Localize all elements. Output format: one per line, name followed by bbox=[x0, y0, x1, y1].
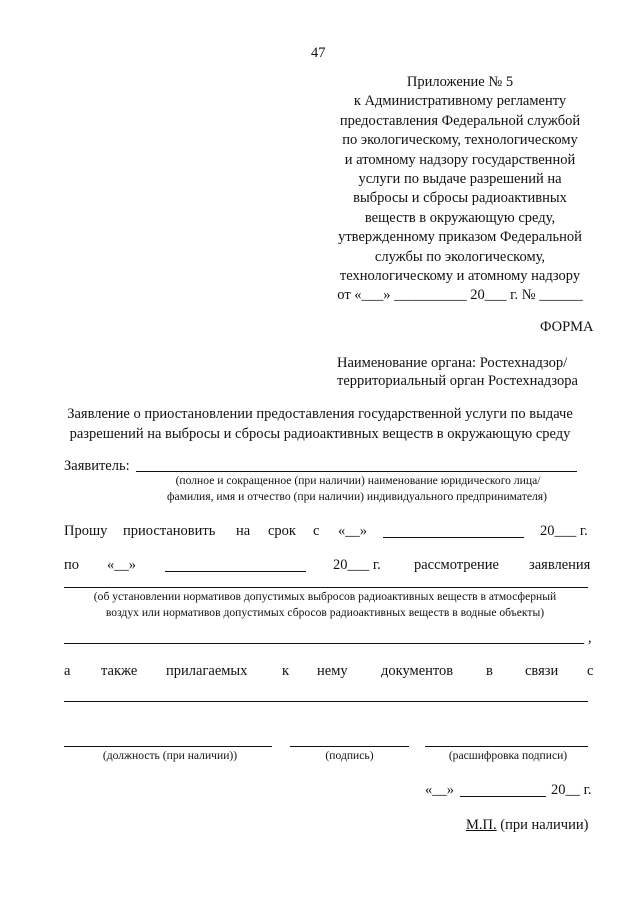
appendix-line: к Административному регламенту bbox=[353, 93, 567, 110]
docs-word: документов bbox=[381, 663, 454, 679]
request-word: приостановить bbox=[123, 523, 216, 539]
appendix-line: службы по экологическому, bbox=[374, 248, 546, 265]
appendix-line: по экологическому, технологическому bbox=[342, 132, 578, 149]
start-year: 20___ г. bbox=[540, 523, 588, 539]
start-day: «__» bbox=[338, 523, 367, 539]
appendix-header bbox=[320, 73, 600, 306]
appendix-line: предоставления Федеральной службой bbox=[339, 112, 581, 129]
blank-line bbox=[64, 643, 584, 644]
regulation-field-line bbox=[64, 587, 588, 588]
appendix-line: выбросы и сбросы радиоактивных bbox=[353, 190, 567, 207]
title-line: разрешений на выбросы и сбросы радиоактивных веществ в окружающую среду bbox=[69, 426, 571, 442]
docs-word: к bbox=[282, 663, 290, 679]
authority-line: Наименование органа: Ростехнадзор/ bbox=[337, 355, 568, 371]
stamp-note bbox=[466, 816, 588, 834]
signature-caption: (подпись) bbox=[325, 749, 374, 762]
stamp-optional: (при наличии) bbox=[496, 817, 589, 833]
sign-month-line bbox=[460, 796, 546, 797]
applicant-hint: фамилия, имя и отчество (при наличии) индивидуального предпринимателя) bbox=[167, 490, 547, 503]
position-field-line bbox=[64, 746, 272, 747]
end-day: «__» bbox=[107, 557, 136, 573]
request-word: на bbox=[236, 523, 251, 539]
end-year: 20___ г. bbox=[333, 557, 381, 573]
appendix-line: Приложение № 5 bbox=[406, 74, 514, 90]
form-label: ФОРМА bbox=[540, 319, 594, 335]
stamp-mp: М.П. bbox=[466, 817, 497, 833]
request-word: срок bbox=[268, 523, 296, 539]
applicant-label: Заявитель: bbox=[64, 458, 130, 474]
request-word: рассмотрение bbox=[414, 557, 499, 573]
appendix-line: веществ в окружающую среду, bbox=[364, 209, 556, 226]
request-word: заявления bbox=[529, 557, 591, 573]
appendix-line: утвержденному приказом Федеральной bbox=[338, 229, 582, 246]
signature-field-line bbox=[290, 746, 409, 747]
docs-word: а bbox=[64, 663, 71, 679]
regulation-hint: воздух или нормативов допустимых сбросов радиоактивных веществ в водные объекты) bbox=[105, 606, 545, 619]
authority-line: территориальный орган Ростехнадзора bbox=[337, 373, 578, 389]
document-title bbox=[40, 404, 600, 444]
start-month-line bbox=[383, 537, 524, 538]
docs-word: также bbox=[101, 663, 138, 679]
line-comma: , bbox=[588, 630, 592, 646]
applicant-field-line bbox=[136, 471, 577, 472]
request-word: Прошу bbox=[64, 523, 108, 539]
sign-year: 20__ г. bbox=[551, 782, 592, 798]
decode-field-line bbox=[425, 746, 588, 747]
applicant-hint: (полное и сокращенное (при наличии) наименование юридического лица/ bbox=[175, 474, 541, 487]
regulation-hint: (об установлении нормативов допустимых выбросов радиоактивных веществ в атмосферный bbox=[93, 590, 557, 603]
request-word: с bbox=[313, 523, 320, 539]
decode-caption: (расшифровка подписи) bbox=[448, 749, 568, 762]
appendix-line: услуги по выдаче разрешений на bbox=[358, 171, 562, 188]
appendix-line: технологическому и атомному надзору bbox=[339, 268, 581, 285]
end-month-line bbox=[165, 571, 306, 572]
title-line: Заявление о приостановлении предоставления государственной услуги по выдаче bbox=[67, 406, 573, 422]
docs-word: нему bbox=[317, 663, 348, 679]
sign-day: «__» bbox=[425, 782, 454, 798]
reason-field-line bbox=[64, 701, 588, 702]
request-word: по bbox=[64, 557, 80, 573]
position-caption: (должность (при наличии)) bbox=[102, 749, 238, 762]
docs-word: связи bbox=[525, 663, 559, 679]
docs-word: в bbox=[486, 663, 493, 679]
page-number: 47 bbox=[311, 45, 326, 61]
docs-word: прилагаемых bbox=[166, 663, 248, 679]
appendix-line: и атомному надзору государственной bbox=[344, 151, 576, 168]
docs-word: с bbox=[587, 663, 594, 679]
appendix-date-line: от «___» __________ 20___ г. № ______ bbox=[337, 287, 583, 304]
